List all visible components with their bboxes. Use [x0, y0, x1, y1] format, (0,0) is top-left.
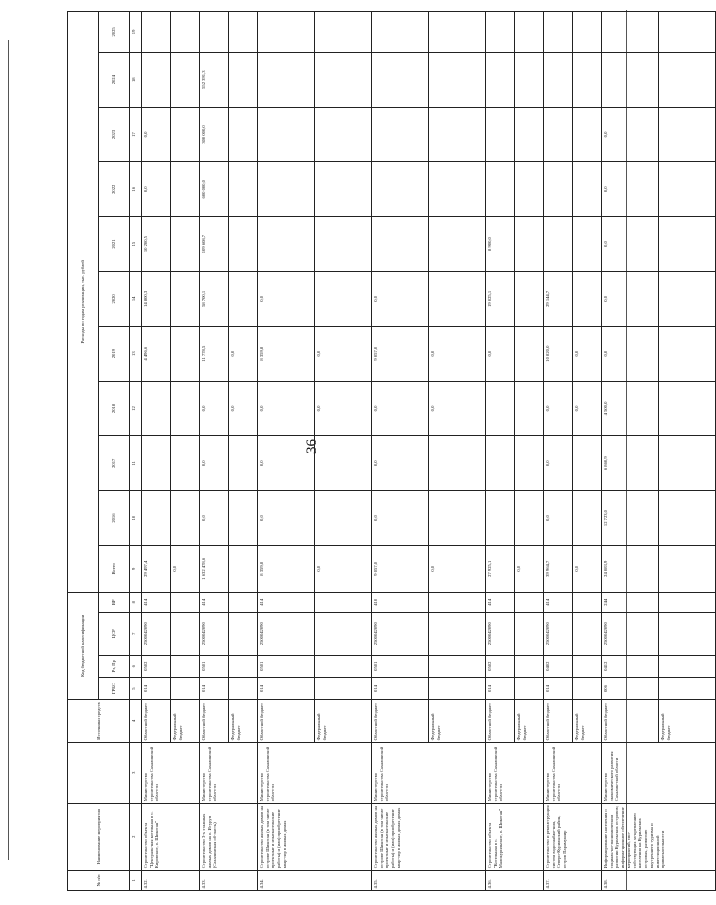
- row-rzpr: [429, 655, 486, 677]
- row-csr: 2500042090: [486, 612, 515, 655]
- row-year-value: 0,0: [372, 436, 429, 491]
- row-source: Федеральный бюджет: [573, 700, 602, 743]
- col-number: 2: [130, 803, 142, 870]
- row-year-value: 14 800,3: [142, 271, 171, 326]
- row-grbs: [659, 677, 716, 699]
- row-year-value: [486, 107, 515, 162]
- row-year-value: [372, 162, 429, 217]
- col-number: 6: [130, 655, 142, 677]
- row-year-value: 0,0: [200, 381, 229, 436]
- budget-table: [67, 11, 716, 891]
- table-row: [142, 12, 171, 891]
- row-grbs: 006: [602, 677, 659, 699]
- row-year-value: [200, 12, 229, 53]
- row-year-value: [171, 12, 200, 53]
- budget-table-rotated: [67, 11, 671, 891]
- row-year-value: [429, 52, 486, 107]
- row-year-value: [659, 107, 716, 162]
- col-number: 17: [130, 107, 142, 162]
- row-source: Областной бюджет: [372, 700, 429, 743]
- row-vr: [429, 592, 486, 612]
- row-year-value: [171, 217, 200, 272]
- row-year-value: 0,0: [372, 381, 429, 436]
- row-year-value: [544, 107, 573, 162]
- row-year-value: [544, 12, 573, 53]
- row-year-value: [142, 12, 171, 53]
- row-vr: 414: [258, 592, 315, 612]
- row-name: Строительство объекта "Котельная в с. Малокурильское, о. Шикотан": [486, 803, 544, 870]
- row-name: Информирование населения о социаль-но-экономическом развитии Курильских островов; информа-ционное обеспечение мероприятий, спо-собствующих за-креплению населения на Курильских островах, развитию внутреннего туризма и инвестиционной привлекательности: [602, 803, 716, 870]
- row-rzpr: 0502: [486, 655, 515, 677]
- row-year-value: [515, 52, 544, 107]
- row-executor: Министерство строительства Сахалинской обла-сти: [200, 742, 258, 803]
- row-year-value: [142, 52, 171, 107]
- header-source: Источники средств: [68, 700, 130, 743]
- row-year-value: 0,0: [429, 381, 486, 436]
- header-exec: [68, 742, 130, 803]
- row-year-value: [142, 381, 171, 436]
- row-year-value: [258, 12, 315, 53]
- row-executor: Министерство строительства Сахалинской обла-сти: [372, 742, 486, 803]
- header-rzpr: Рз, Пр: [99, 655, 130, 677]
- row-year-value: 0,0: [573, 326, 602, 381]
- row-executor: Министерство строительства Сахалинской обла-сти: [258, 742, 372, 803]
- row-year-value: [515, 381, 544, 436]
- row-source: Областной бюджет: [142, 700, 171, 743]
- row-year-value: [372, 12, 429, 53]
- col-number: 8: [130, 592, 142, 612]
- row-year-value: [429, 271, 486, 326]
- row-number: 4.34.: [258, 870, 372, 890]
- row-grbs: 014: [258, 677, 315, 699]
- row-grbs: 014: [142, 677, 171, 699]
- row-csr: [659, 612, 716, 655]
- row-number: 4.37.: [544, 870, 602, 890]
- row-csr: 2500042090: [544, 612, 573, 655]
- row-csr: 2500042090: [372, 612, 429, 655]
- row-source: Федеральный бюджет: [515, 700, 544, 743]
- row-csr: [229, 612, 258, 655]
- row-name: Строительство жилых домов на острове Шикотан (в том числе проектные и изыскательские работы) и (или) приобретение квар-тир в жилых домах домах: [372, 803, 486, 870]
- row-year-value: [659, 491, 716, 546]
- row-year-value: 0,0: [602, 326, 659, 381]
- row-executor: Министерство строительства Сахалинской обла-сти: [142, 742, 200, 803]
- header-year: 2018: [99, 381, 130, 436]
- row-year-value: 0,0: [200, 491, 229, 546]
- col-number: 19: [130, 12, 142, 53]
- row-vr: 414: [142, 592, 171, 612]
- row-year-value: 0,0: [602, 271, 659, 326]
- row-year-value: 4 500,0: [602, 381, 659, 436]
- row-year-value: 0,0: [544, 491, 573, 546]
- row-year-value: 0,0: [573, 381, 602, 436]
- header-year: 2023: [99, 107, 130, 162]
- row-year-value: [486, 162, 515, 217]
- header-grbs: ГРБС: [99, 677, 130, 699]
- row-year-value: [258, 107, 315, 162]
- row-total: 0,0: [429, 545, 486, 592]
- row-year-value: [372, 107, 429, 162]
- row-grbs: [429, 677, 486, 699]
- row-csr: [515, 612, 544, 655]
- row-vr: [315, 592, 372, 612]
- row-year-value: [229, 436, 258, 491]
- row-year-value: [659, 12, 716, 53]
- col-number: 4: [130, 700, 142, 743]
- row-year-value: [573, 107, 602, 162]
- row-year-value: 9 057,0: [372, 326, 429, 381]
- row-year-value: [515, 491, 544, 546]
- row-number: 4.32.: [142, 870, 200, 890]
- row-year-value: 0,0: [258, 436, 315, 491]
- col-number: 7: [130, 612, 142, 655]
- row-year-value: 8 900,0: [486, 217, 515, 272]
- row-year-value: [171, 326, 200, 381]
- row-year-value: [229, 491, 258, 546]
- row-source: Федеральный бюджет: [171, 700, 200, 743]
- row-year-value: 0,0: [486, 326, 515, 381]
- row-total: 29 497,4: [142, 545, 171, 592]
- row-rzpr: [229, 655, 258, 677]
- row-year-value: 4 496,6: [142, 326, 171, 381]
- row-year-value: 0,0: [315, 326, 372, 381]
- row-year-value: [429, 436, 486, 491]
- row-year-value: [573, 52, 602, 107]
- row-total: [229, 545, 258, 592]
- row-year-value: [229, 271, 258, 326]
- row-year-value: [573, 436, 602, 491]
- row-year-value: 552 391,3: [200, 52, 229, 107]
- row-year-value: 8 359,8: [258, 326, 315, 381]
- page-number: 36: [304, 439, 320, 454]
- row-year-value: [229, 162, 258, 217]
- table-row: [602, 12, 659, 891]
- header-name: Наименование мероприятия: [68, 803, 130, 870]
- row-source: Областной бюджет: [200, 700, 229, 743]
- row-name: Строительство и реконструкция систем водоснабже-ния, Северо-Курильский район, остров Парамушир: [544, 803, 602, 870]
- col-number: 12: [130, 381, 142, 436]
- row-year-value: [486, 436, 515, 491]
- row-number: 4.36.: [486, 870, 544, 890]
- row-year-value: 300 000,0: [200, 107, 229, 162]
- row-year-value: 0,0: [372, 491, 429, 546]
- row-total: [659, 545, 716, 592]
- row-source: Федеральный бюджет: [659, 700, 716, 743]
- col-number: 9: [130, 545, 142, 592]
- column-numbers-row: [130, 12, 142, 891]
- row-year-value: [429, 162, 486, 217]
- row-year-value: 0,0: [229, 326, 258, 381]
- col-number: 3: [130, 742, 142, 803]
- row-year-value: [315, 271, 372, 326]
- row-rzpr: 0501: [200, 655, 229, 677]
- row-year-value: 6 860,9: [602, 436, 659, 491]
- row-year-value: 0,0: [229, 381, 258, 436]
- col-number: 11: [130, 436, 142, 491]
- row-year-value: [258, 52, 315, 107]
- row-year-value: [515, 107, 544, 162]
- row-csr: [573, 612, 602, 655]
- row-total: 8 359,8: [258, 545, 315, 592]
- row-year-value: 0,0: [142, 162, 171, 217]
- table-row: [258, 12, 315, 891]
- row-year-value: [544, 162, 573, 217]
- row-year-value: [315, 12, 372, 53]
- row-total: 0,0: [171, 545, 200, 592]
- row-year-value: 109 608,7: [200, 217, 229, 272]
- row-year-value: [573, 271, 602, 326]
- row-vr: [659, 592, 716, 612]
- row-year-value: [171, 271, 200, 326]
- row-year-value: [171, 162, 200, 217]
- row-year-value: 0,0: [602, 107, 659, 162]
- row-year-value: [659, 162, 716, 217]
- header-row-1: [68, 12, 99, 891]
- row-year-value: [515, 162, 544, 217]
- row-grbs: [515, 677, 544, 699]
- row-csr: 2500042090: [200, 612, 229, 655]
- row-year-value: 58 700,1: [200, 271, 229, 326]
- row-grbs: 014: [486, 677, 515, 699]
- table-row: [200, 12, 229, 891]
- row-vr: [515, 592, 544, 612]
- row-total: 0,0: [315, 545, 372, 592]
- row-csr: [315, 612, 372, 655]
- col-number: 18: [130, 52, 142, 107]
- row-csr: 2500042090: [142, 612, 171, 655]
- row-year-value: 10 820,0: [544, 326, 573, 381]
- row-number: 4.33.: [200, 870, 258, 890]
- row-csr: [429, 612, 486, 655]
- row-source: Федеральный бюджет: [315, 700, 372, 743]
- row-executor: Министерство строительства Сахалинской обла-сти: [544, 742, 602, 803]
- row-year-value: [486, 12, 515, 53]
- row-year-value: [515, 436, 544, 491]
- table-row: [372, 12, 429, 891]
- row-rzpr: [659, 655, 716, 677]
- row-rzpr: 0402: [544, 655, 573, 677]
- header-year: 2022: [99, 162, 130, 217]
- row-year-value: [486, 52, 515, 107]
- row-rzpr: 0501: [258, 655, 315, 677]
- row-grbs: [573, 677, 602, 699]
- row-year-value: 29 144,7: [544, 271, 573, 326]
- row-source: Областной бюджет: [258, 700, 315, 743]
- row-year-value: [229, 52, 258, 107]
- header-vr: ВР: [99, 592, 130, 612]
- row-year-value: [171, 52, 200, 107]
- row-grbs: [171, 677, 200, 699]
- col-number: 5: [130, 677, 142, 699]
- row-year-value: [315, 52, 372, 107]
- table-body: [142, 12, 716, 891]
- row-rzpr: 0501: [372, 655, 429, 677]
- row-grbs: 014: [544, 677, 573, 699]
- row-year-value: [573, 217, 602, 272]
- row-year-value: [659, 271, 716, 326]
- col-number: 16: [130, 162, 142, 217]
- row-grbs: 014: [372, 677, 429, 699]
- row-year-value: [515, 271, 544, 326]
- row-year-value: [171, 107, 200, 162]
- row-executor: Министерство строительства Сахалинской обла-сти: [486, 742, 544, 803]
- row-number: 4.38.: [602, 870, 716, 890]
- header-year: 2024: [99, 52, 130, 107]
- row-year-value: [659, 217, 716, 272]
- row-year-value: [515, 12, 544, 53]
- row-vr: 244: [602, 592, 659, 612]
- row-year-value: [315, 162, 372, 217]
- row-year-value: 0,0: [429, 326, 486, 381]
- row-total: 1 632 478,6: [200, 545, 229, 592]
- header-year: 2020: [99, 271, 130, 326]
- row-rzpr: [573, 655, 602, 677]
- row-year-value: 0,0: [544, 381, 573, 436]
- row-year-value: [258, 162, 315, 217]
- row-year-value: [315, 491, 372, 546]
- row-year-value: [515, 326, 544, 381]
- row-year-value: [429, 217, 486, 272]
- row-vr: [229, 592, 258, 612]
- row-year-value: [429, 12, 486, 53]
- row-vr: 410: [372, 592, 429, 612]
- col-number: 10: [130, 491, 142, 546]
- row-grbs: [229, 677, 258, 699]
- row-source: Федеральный бюджет: [429, 700, 486, 743]
- row-rzpr: [315, 655, 372, 677]
- row-total: 39 964,7: [544, 545, 573, 592]
- row-year-value: [171, 436, 200, 491]
- col-number: 13: [130, 326, 142, 381]
- row-vr: [573, 592, 602, 612]
- row-year-value: [429, 491, 486, 546]
- row-year-value: [372, 217, 429, 272]
- row-rzpr: 0502: [142, 655, 171, 677]
- row-year-value: [229, 12, 258, 53]
- header-year: 2017: [99, 436, 130, 491]
- row-year-value: 0,0: [258, 491, 315, 546]
- row-year-value: 0,0: [372, 271, 429, 326]
- row-year-value: [659, 436, 716, 491]
- row-source: Областной бюджет: [602, 700, 659, 743]
- row-name: Строительство жилых домов на острове Шикотан (в том числе проектные и изыскательские работы) и (или) приобретение квар-тир в жилых домах: [258, 803, 372, 870]
- row-year-value: [315, 436, 372, 491]
- row-csr: 2500042090: [258, 612, 315, 655]
- row-year-value: [573, 162, 602, 217]
- row-number: 4.35.: [372, 870, 486, 890]
- row-year-value: [659, 381, 716, 436]
- row-total: 24 083,9: [602, 545, 659, 592]
- row-year-value: [142, 436, 171, 491]
- row-year-value: [544, 52, 573, 107]
- row-year-value: [573, 491, 602, 546]
- row-year-value: [544, 217, 573, 272]
- row-total: 0,0: [515, 545, 544, 592]
- row-csr: 2500042090: [602, 612, 659, 655]
- row-year-value: 12 723,0: [602, 491, 659, 546]
- row-total: 9 057,0: [372, 545, 429, 592]
- row-year-value: [372, 52, 429, 107]
- header-year: 2016: [99, 491, 130, 546]
- row-rzpr: [171, 655, 200, 677]
- row-year-value: [573, 12, 602, 53]
- header-expenses: Расходы по годам реализации, тыс. рублей: [68, 12, 99, 593]
- row-year-value: [142, 491, 171, 546]
- col-number: 14: [130, 271, 142, 326]
- row-year-value: 0,0: [258, 381, 315, 436]
- row-year-value: [315, 217, 372, 272]
- row-csr: [171, 612, 200, 655]
- row-total: 0,0: [573, 545, 602, 592]
- row-vr: 414: [200, 592, 229, 612]
- row-year-value: 0,0: [602, 162, 659, 217]
- header-kbk: Код бюджетной классификации: [68, 592, 99, 700]
- row-vr: 414: [544, 592, 573, 612]
- row-year-value: 0,0: [142, 107, 171, 162]
- row-vr: [171, 592, 200, 612]
- row-year-value: [258, 217, 315, 272]
- row-year-value: [659, 52, 716, 107]
- row-year-value: [602, 12, 659, 53]
- header-csr: ЦСР: [99, 612, 130, 655]
- row-grbs: [315, 677, 372, 699]
- row-year-value: [315, 107, 372, 162]
- row-year-value: 0,0: [544, 436, 573, 491]
- table-row: [544, 12, 573, 891]
- row-year-value: 0,0: [258, 271, 315, 326]
- row-year-value: 10 200,5: [142, 217, 171, 272]
- header-year: 2019: [99, 326, 130, 381]
- row-year-value: [171, 381, 200, 436]
- row-year-value: 600 000,0: [200, 162, 229, 217]
- row-year-value: 19 025,1: [486, 271, 515, 326]
- edge-line: [8, 40, 9, 860]
- row-rzpr: 0412: [602, 655, 659, 677]
- row-year-value: [659, 326, 716, 381]
- row-year-value: 11 778,5: [200, 326, 229, 381]
- row-rzpr: [515, 655, 544, 677]
- table-row: [486, 12, 515, 891]
- row-total: 27 925,1: [486, 545, 515, 592]
- header-year: 2025: [99, 12, 130, 53]
- header-total: Всего: [99, 545, 130, 592]
- col-number: 15: [130, 217, 142, 272]
- row-year-value: [515, 217, 544, 272]
- row-year-value: [486, 381, 515, 436]
- row-year-value: 0,0: [315, 381, 372, 436]
- row-year-value: [171, 491, 200, 546]
- row-name: Строительство объекта "Централь-ная котельная в с. Кировское, о. Шикотан": [142, 803, 200, 870]
- row-source: Федеральный бюджет: [229, 700, 258, 743]
- row-year-value: [602, 52, 659, 107]
- row-year-value: [486, 491, 515, 546]
- col-number: 1: [130, 870, 142, 890]
- row-executor: Министерство экономического развития Сахалин-ской области: [602, 742, 716, 803]
- row-year-value: [229, 217, 258, 272]
- row-year-value: [429, 107, 486, 162]
- row-name: Строительство 3-х этажных жилых домов на о. Итуруп (Сахалинская об-ласть): [200, 803, 258, 870]
- row-source: Областной бюджет: [544, 700, 573, 743]
- header-year: 2021: [99, 217, 130, 272]
- row-grbs: 014: [200, 677, 229, 699]
- row-year-value: 0,0: [602, 217, 659, 272]
- header-no: № п/п: [68, 870, 130, 890]
- row-year-value: 0,0: [200, 436, 229, 491]
- row-year-value: [229, 107, 258, 162]
- row-source: Областной бюджет: [486, 700, 515, 743]
- row-vr: 414: [486, 592, 515, 612]
